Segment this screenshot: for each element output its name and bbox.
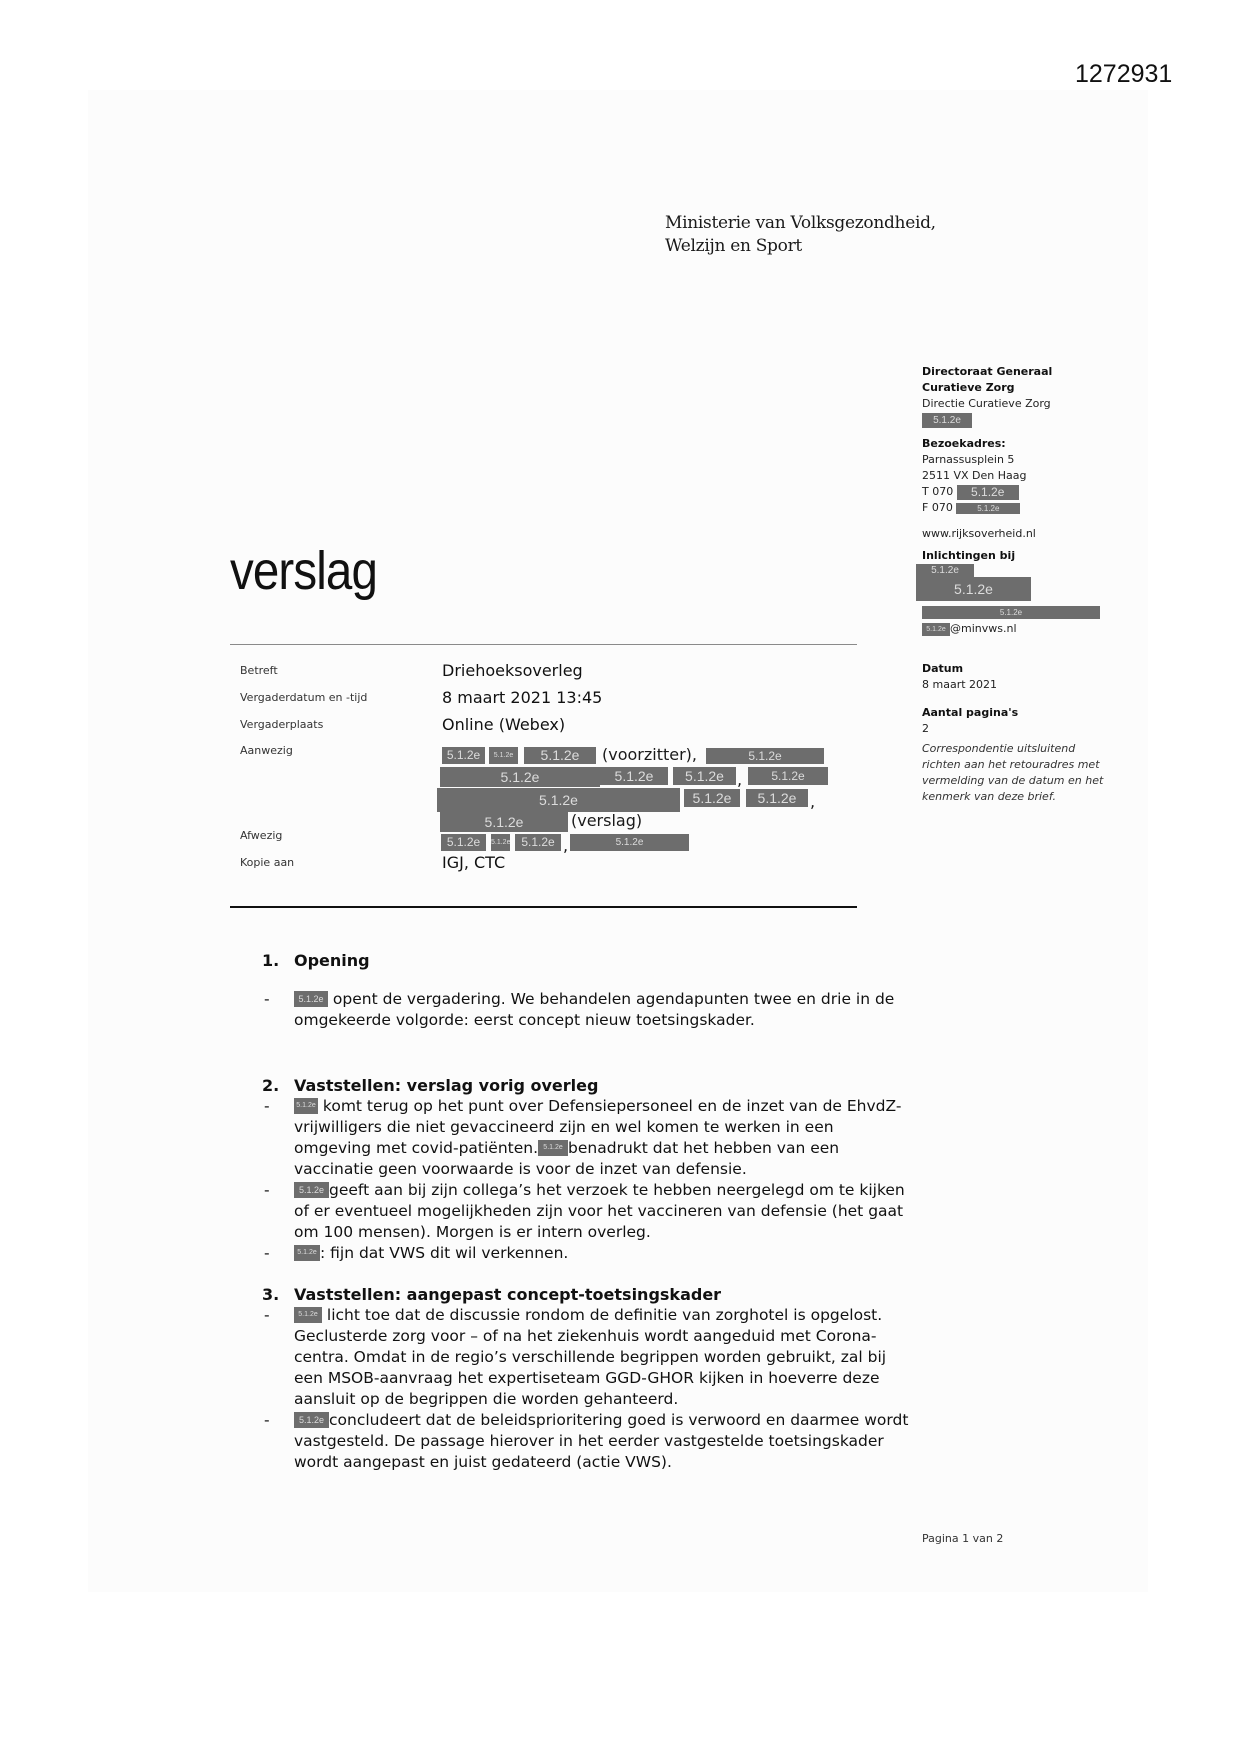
redaction-box: 5.1.2e: [922, 413, 972, 428]
sidebar-correspondence-note: Correspondentie uitsluitend richten aan het retouradres met vermelding van de datum en het kenmerk van deze brief.: [922, 742, 1104, 803]
redaction-box: 5.1.2e: [294, 1098, 318, 1114]
meta-label: Vergaderplaats: [240, 718, 324, 731]
section-number: 3.: [262, 1285, 280, 1304]
redaction-box: 5.1.2e: [442, 747, 485, 764]
page-number: Pagina 1 van 2: [922, 1532, 1004, 1545]
list-item: [262, 1096, 912, 1180]
sidebar-website: www.rijksoverheid.nl: [922, 527, 1036, 540]
bullet-text: : fijn dat VWS dit wil verkennen.: [320, 1244, 569, 1262]
document-id: 1272931: [1075, 60, 1173, 88]
bullet-dash: -: [264, 1097, 270, 1115]
list-item: [262, 1410, 912, 1473]
list-item: [262, 1243, 912, 1264]
redaction-box: 5.1.2e: [956, 503, 1020, 514]
redaction-box: 5.1.2e: [437, 788, 680, 812]
sidebar-pages: 2: [922, 722, 929, 735]
section-heading-2: [262, 1075, 912, 1096]
bullet-dash: -: [264, 990, 270, 1008]
redaction-box: 5.1.2e: [957, 485, 1019, 500]
redaction-box: 5.1.2e: [673, 767, 736, 785]
redaction-box: 5.1.2e: [441, 834, 486, 851]
meta-label: Aanwezig: [240, 744, 293, 757]
section-title: Opening: [294, 951, 370, 970]
meta-value: Driehoeksoverleg: [442, 661, 583, 680]
redaction-box: 5.1.2e: [746, 789, 808, 807]
separator-comma: ,: [563, 836, 569, 855]
attendee-role-chair: (voorzitter),: [602, 745, 698, 764]
redaction-box: 5.1.2e: [748, 767, 828, 785]
redaction-box: 5.1.2e: [294, 1412, 329, 1428]
redaction-box: 5.1.2e: [538, 1140, 568, 1156]
section-heading-1: [262, 950, 912, 971]
meta-label: Betreft: [240, 664, 278, 677]
section-title: Vaststellen: verslag vorig overleg: [294, 1076, 599, 1095]
redaction-box: 5.1.2e: [294, 1182, 329, 1198]
meta-label: Kopie aan: [240, 856, 295, 869]
redaction-box: 5.1.2e: [916, 577, 1031, 601]
section-number: 1.: [262, 951, 280, 970]
meta-label: Vergaderdatum en -tijd: [240, 691, 368, 704]
sidebar-fax: F 070: [922, 501, 953, 514]
meta-value: 8 maart 2021 13:45: [442, 688, 603, 707]
redaction-box: 5.1.2e: [916, 564, 974, 577]
bullet-dash: -: [264, 1306, 270, 1324]
sidebar-info-heading: Inlichtingen bij: [922, 549, 1016, 562]
sidebar-city: 2511 VX Den Haag: [922, 469, 1027, 482]
redaction-box: 5.1.2e: [706, 748, 824, 764]
sidebar-directie: Directie Curatieve Zorg: [922, 397, 1051, 410]
redaction-box: 5.1.2e: [524, 747, 596, 764]
redaction-box: 5.1.2e: [294, 1307, 322, 1323]
sidebar-street: Parnassusplein 5: [922, 453, 1015, 466]
sidebar-date: 8 maart 2021: [922, 678, 998, 691]
redaction-box: 5.1.2e: [684, 789, 740, 807]
section-title: Vaststellen: aangepast concept-toetsingskader: [294, 1285, 722, 1304]
ministry-name-line2: Welzijn en Sport: [665, 236, 802, 256]
list-item: [262, 1180, 912, 1243]
meta-value: Online (Webex): [442, 715, 566, 734]
list-item: [262, 1305, 912, 1410]
divider-top: [230, 644, 857, 645]
minutes-body: [262, 950, 912, 1473]
redaction-box: 5.1.2e: [489, 747, 518, 764]
attendee-role-minutes: (verslag): [571, 811, 643, 830]
redaction-box: 5.1.2e: [294, 991, 328, 1007]
redaction-box: 5.1.2e: [515, 834, 561, 851]
redaction-box: 5.1.2e: [491, 834, 510, 851]
meta-value: IGJ, CTC: [442, 853, 506, 872]
meta-label: Afwezig: [240, 829, 283, 842]
sidebar-org-line1: Directoraat Generaal: [922, 365, 1053, 378]
sidebar-pages-heading: Aantal pagina's: [922, 706, 1019, 719]
section-number: 2.: [262, 1076, 280, 1095]
bullet-text: komt terug op het punt over Defensiepersoneel en de inzet van de EhvdZ-vrijwilligers die niet gevaccineerd zijn en wel komen te werken in een omgeving met covid-patiënten.: [294, 1097, 902, 1157]
ministry-name-line1: Ministerie van Volksgezondheid,: [665, 213, 936, 233]
bullet-text: benadrukt dat het hebben van een vaccinatie geen voorwaarde is voor de inzet van defensie.: [294, 1139, 840, 1178]
redaction-box: 5.1.2e: [922, 623, 950, 636]
redaction-box: 5.1.2e: [440, 767, 600, 787]
section-heading-3: [262, 1284, 912, 1305]
bullet-dash: -: [264, 1181, 270, 1199]
list-item: [262, 989, 912, 1031]
redaction-box: 5.1.2e: [294, 1245, 320, 1261]
bullet-text: geeft aan bij zijn collega’s het verzoek te hebben neergelegd om te kijken of er eventueel mogelijkheden zijn voor het vaccineren van defensie (het gaat om 100 mensen). Morgen is er intern overleg.: [294, 1181, 905, 1241]
document-title: verslag: [230, 541, 378, 601]
sidebar-phone: T 070: [922, 485, 954, 498]
separator-comma: ,: [737, 770, 743, 789]
bullet-text: concludeert dat de beleidsprioritering goed is verwoord en daarmee wordt vastgesteld. De passage hierover in het eerder vastgestelde toetsingskader wordt aangepast en juist gedateerd (actie VWS).: [294, 1411, 909, 1471]
sidebar-date-heading: Datum: [922, 662, 964, 675]
divider-bottom: [230, 906, 857, 908]
sidebar-email-domain: @minvws.nl: [950, 622, 1017, 635]
ministry-letterhead: [665, 212, 936, 258]
bullet-dash: -: [264, 1411, 270, 1429]
sidebar-org-line2: Curatieve Zorg: [922, 381, 1015, 394]
redaction-box: 5.1.2e: [570, 834, 689, 851]
bullet-text: opent de vergadering. We behandelen agendapunten twee en drie in de omgekeerde volgorde: eerst concept nieuw toetsingskader.: [294, 990, 895, 1029]
redaction-box: 5.1.2e: [440, 812, 568, 832]
sidebar-visit-heading: Bezoekadres:: [922, 437, 1006, 450]
bullet-text: licht toe dat de discussie rondom de definitie van zorghotel is opgelost. Geclusterde zorg voor – of na het ziekenhuis wordt aangeduid met Corona-centra. Omdat in de regio’s verschillende begrippen worden gebruikt, zal bij een MSOB-aanvraag het expertiseteam GGD-GHOR kijken in hoeverre deze aansluit op de begrippen die worden gehanteerd.: [294, 1306, 887, 1408]
sender-sidebar: [922, 364, 1137, 805]
redaction-box: 5.1.2e: [922, 606, 1100, 619]
bullet-dash: -: [264, 1244, 270, 1262]
redaction-box: 5.1.2e: [600, 767, 668, 785]
separator-comma: ,: [810, 792, 816, 811]
